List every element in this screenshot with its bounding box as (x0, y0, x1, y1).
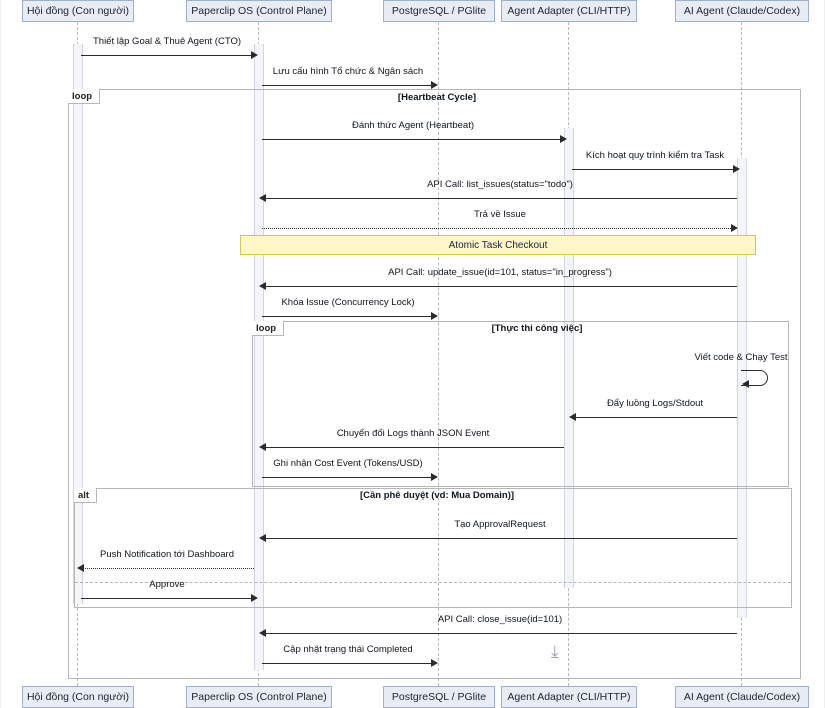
fragment-tab-loop-heartbeat: loop (68, 89, 100, 104)
participant-footer-council[interactable] (22, 686, 134, 708)
message-label-record-cost-event: Ghi nhận Cost Event (Tokens/USD) (273, 458, 423, 469)
arrow-head-list-issues (259, 194, 266, 202)
fragment-tab-alt-approval: alt (74, 488, 97, 503)
message-line-wake-agent (262, 139, 562, 140)
participant-label: PostgreSQL / PGlite (391, 691, 487, 703)
arrow-head-setup-goal (251, 51, 258, 59)
message-label-setup-goal: Thiết lập Goal & Thuê Agent (CTO) (92, 36, 242, 47)
message-line-push-notification (81, 568, 254, 569)
message-label-wake-agent: Đánh thức Agent (Heartbeat) (351, 120, 475, 131)
participant-label: PostgreSQL / PGlite (391, 5, 487, 17)
message-line-approve (81, 598, 253, 599)
message-label-update-completed: Cập nhật trạng thái Completed (283, 644, 413, 655)
arrow-head-approve (251, 594, 258, 602)
message-line-return-issue (262, 228, 733, 229)
fragment-alt-approval (74, 488, 792, 608)
message-line-lock-issue (262, 316, 434, 317)
canvas-left-edge (0, 0, 1, 708)
arrow-head-push-notification (77, 564, 84, 572)
message-label-lock-issue: Khóa Issue (Concurrency Lock) (281, 297, 415, 308)
arrow-head-return-issue (731, 224, 738, 232)
participant-header-adapter[interactable] (501, 0, 637, 22)
message-label-close-issue: API Call: close_issue(id=101) (437, 614, 563, 625)
arrow-head-record-cost-event (431, 473, 438, 481)
message-label-push-logs: Đẩy luồng Logs/Stdout (606, 398, 704, 409)
message-line-convert-logs (262, 447, 564, 448)
participant-label: Paperclip OS (Control Plane) (191, 691, 327, 703)
fragment-tab-loop-execution: loop (252, 321, 284, 336)
participant-label: Agent Adapter (CLI/HTTP) (507, 691, 631, 703)
arrow-head-update-completed (431, 659, 438, 667)
arrow-head-close-issue (259, 629, 266, 637)
message-label-trigger-task-check: Kích hoạt quy trình kiểm tra Task (585, 150, 725, 161)
participant-label: Hội đồng (Con người) (26, 5, 130, 17)
participant-label: AI Agent (Claude/Codex) (683, 691, 801, 703)
message-line-create-approval-request (262, 538, 737, 539)
participant-header-council[interactable] (22, 0, 134, 22)
message-label-convert-logs: Chuyển đổi Logs thành JSON Event (336, 428, 490, 439)
message-line-push-logs (573, 417, 737, 418)
participant-header-paperclip[interactable] (186, 0, 332, 22)
fragment-condition-loop-execution: [Thực thi công việc] (491, 323, 583, 334)
note-atomic-task-checkout (240, 235, 756, 255)
participant-footer-agent[interactable] (675, 686, 809, 708)
arrow-head-wake-agent (560, 135, 567, 143)
message-label-list-issues: API Call: list_issues(status="todo") (427, 179, 573, 190)
message-line-record-cost-event (262, 477, 434, 478)
arrow-head-lock-issue (431, 312, 438, 320)
fragment-condition-alt-approval: [Cần phê duyệt (vd: Mua Domain)] (359, 490, 515, 501)
message-line-trigger-task-check (572, 169, 735, 170)
fragment-condition-loop-heartbeat: [Heartbeat Cycle] (397, 92, 477, 103)
message-line-setup-goal (81, 55, 253, 56)
participant-label: Paperclip OS (Control Plane) (191, 5, 327, 17)
arrow-head-write-code-run-test (742, 380, 749, 388)
destroy-marker-icon: ⤓ (551, 642, 559, 661)
arrow-head-convert-logs (259, 443, 266, 451)
message-label-return-issue: Trả về Issue (474, 209, 526, 220)
message-label-push-notification: Push Notification tới Dashboard (99, 549, 235, 560)
message-line-update-completed (262, 663, 434, 664)
message-line-update-issue (262, 286, 737, 287)
message-label-write-code-run-test: Viết code & Chạy Test (694, 352, 788, 363)
note-label: Atomic Task Checkout (448, 240, 548, 251)
participant-label: Hội đồng (Con người) (26, 691, 130, 703)
message-label-update-issue: API Call: update_issue(id=101, status="in_progress") (388, 267, 612, 278)
message-label-approve: Approve (149, 579, 185, 590)
arrow-head-save-config (431, 81, 438, 89)
message-label-create-approval-request: Tạo ApprovalRequest (454, 519, 546, 530)
participant-footer-adapter[interactable] (501, 686, 637, 708)
message-label-save-config: Lưu cấu hình Tổ chức & Ngân sách (272, 66, 424, 77)
participant-header-agent[interactable] (675, 0, 809, 22)
message-line-close-issue (262, 633, 737, 634)
participant-footer-paperclip[interactable] (186, 686, 332, 708)
participant-label: AI Agent (Claude/Codex) (683, 5, 801, 17)
arrow-head-create-approval-request (259, 534, 266, 542)
participant-header-postgres[interactable] (383, 0, 495, 22)
message-line-list-issues (262, 198, 737, 199)
arrow-head-push-logs (569, 413, 576, 421)
message-line-save-config (262, 85, 434, 86)
participant-label: Agent Adapter (CLI/HTTP) (507, 5, 631, 17)
arrow-head-trigger-task-check (733, 165, 740, 173)
arrow-head-update-issue (259, 282, 266, 290)
participant-footer-postgres[interactable] (383, 686, 495, 708)
